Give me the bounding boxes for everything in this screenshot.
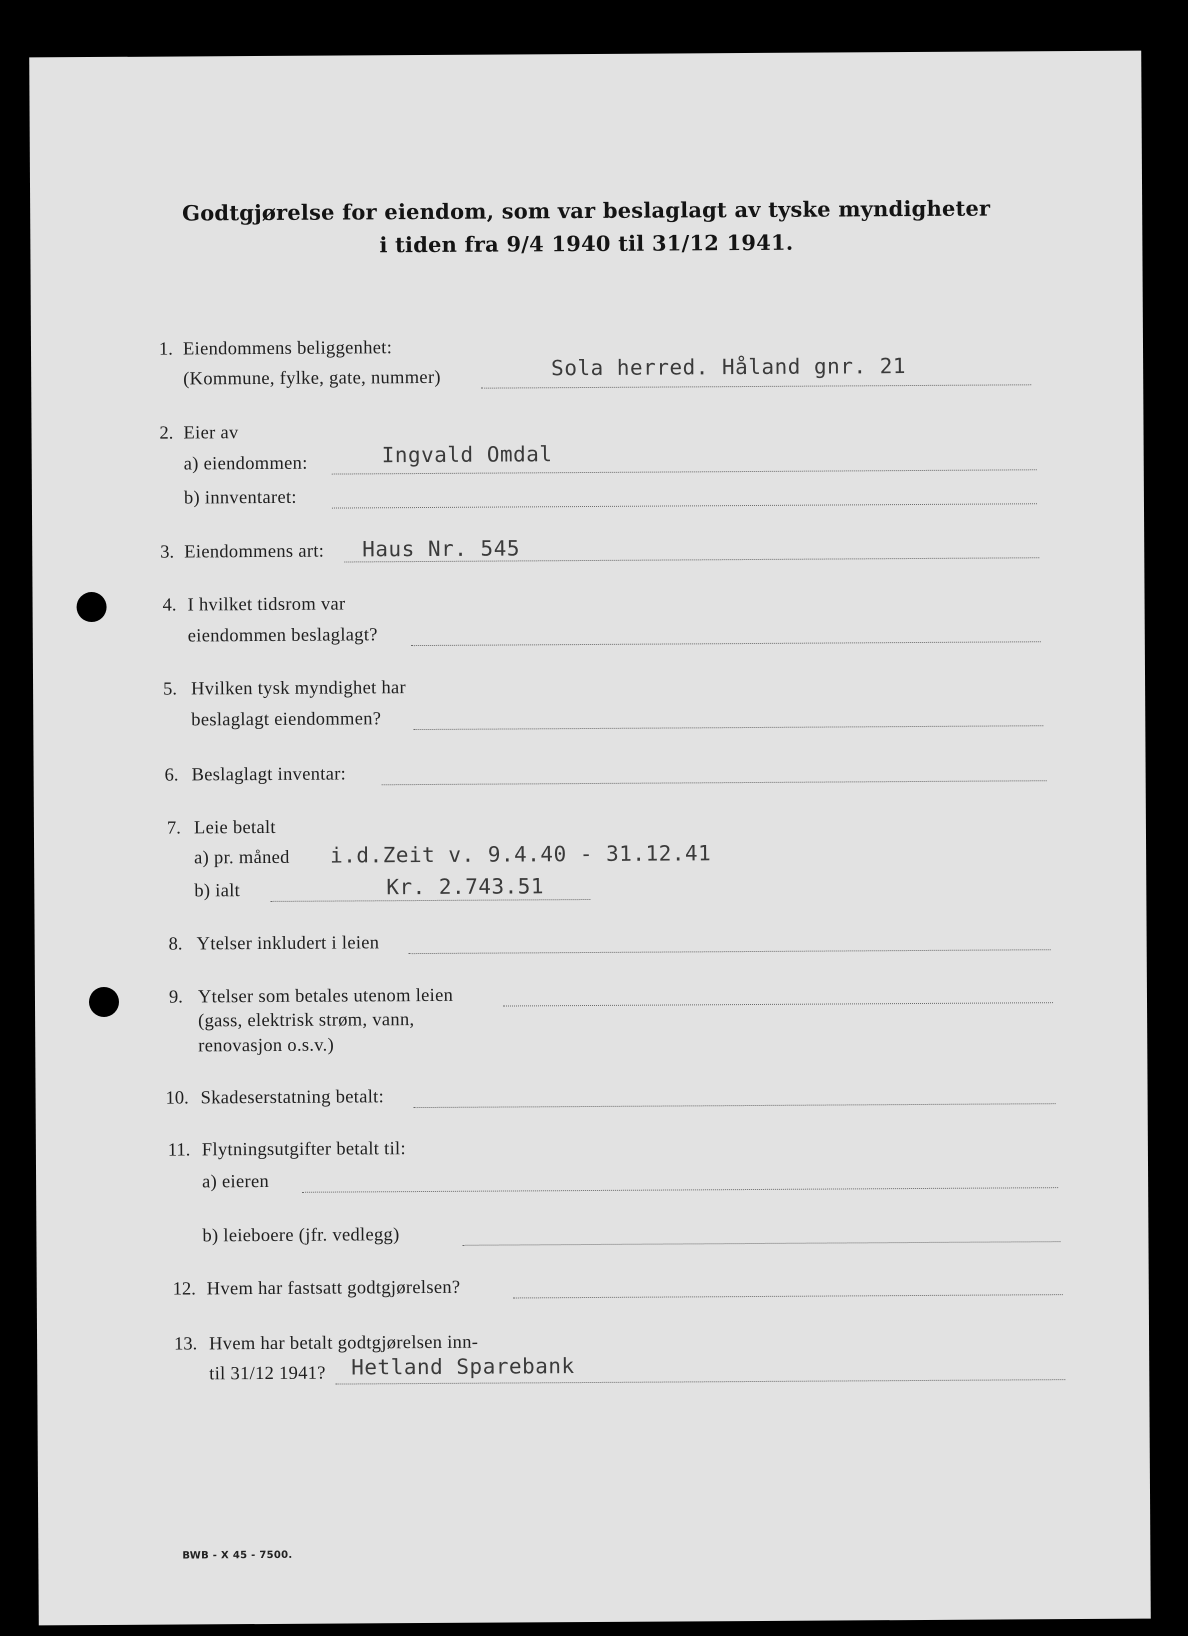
item-2a-answer: Ingvald Omdal — [381, 442, 553, 468]
item-4-sublabel: eiendommen beslaglagt? — [187, 625, 378, 647]
item-8-answer-line — [409, 949, 1051, 954]
form-title-line-1: Godtgjørelse for eiendom, som var beslaglagt av tyske myndigheter — [181, 195, 991, 226]
item-13-answer-line — [335, 1379, 1065, 1384]
item-9-answer-line — [503, 1002, 1053, 1006]
item-13-number: 13. — [174, 1334, 198, 1355]
item-1-number: 1. — [158, 339, 173, 360]
item-2a-label: a) eiendommen: — [183, 453, 308, 475]
item-11-label: Flytningsutgifter betalt til: — [201, 1139, 406, 1161]
item-7a-answer: i.d.Zeit v. 9.4.40 - 31.12.41 — [330, 841, 712, 868]
item-7-label: Leie betalt — [193, 817, 276, 839]
item-8-label: Ytelser inkludert i leien — [196, 933, 380, 955]
item-13-sublabel: til 31/12 1941? — [209, 1363, 326, 1385]
item-5-number: 5. — [163, 679, 178, 700]
item-5-answer-line — [413, 725, 1043, 730]
item-2b-answer-line — [332, 503, 1037, 508]
item-13-label: Hvem har betalt godtgjørelsen inn- — [209, 1332, 479, 1355]
item-12-number: 12. — [172, 1279, 196, 1300]
item-5-label: Hvilken tysk myndighet har — [191, 678, 407, 700]
item-11-number: 11. — [167, 1140, 191, 1161]
punch-hole-upper — [76, 592, 106, 622]
item-3-answer: Haus Nr. 545 — [362, 536, 521, 562]
form-page — [29, 51, 1151, 1626]
item-7b-answer: Kr. 2.743.51 — [386, 874, 545, 900]
item-5-sublabel: beslaglagt eiendommen? — [191, 709, 382, 731]
item-2a-answer-line — [332, 469, 1037, 474]
item-4-answer-line — [411, 641, 1041, 646]
punch-hole-lower — [89, 987, 119, 1017]
item-4-label: I hvilket tidsrom var — [187, 594, 346, 616]
item-12-answer-line — [513, 1294, 1063, 1298]
item-1-answer-line — [481, 384, 1031, 388]
item-10-answer-line — [414, 1103, 1056, 1108]
item-11a-label: a) eieren — [202, 1171, 270, 1193]
item-1-sublabel: (Kommune, fylke, gate, nummer) — [183, 367, 441, 390]
item-9-sublabel-1: (gass, elektrisk strøm, vann, — [198, 1010, 415, 1032]
item-9-number: 9. — [168, 987, 183, 1008]
item-10-label: Skadeserstatning betalt: — [200, 1087, 385, 1109]
item-12-label: Hvem har fastsatt godtgjørelsen? — [206, 1277, 461, 1300]
item-3-label: Eiendommens art: — [184, 541, 325, 563]
form-title-line-2: i tiden fra 9/4 1940 til 31/12 1941. — [379, 229, 794, 258]
item-7b-answer-line — [270, 899, 590, 902]
item-9-label: Ytelser som betales utenom leien — [197, 985, 454, 1008]
item-8-number: 8. — [168, 934, 183, 955]
item-11b-label: b) leieboere (jfr. vedlegg) — [202, 1225, 400, 1247]
item-10-number: 10. — [165, 1088, 189, 1109]
item-11a-answer-line — [302, 1187, 1058, 1193]
item-3-number: 3. — [160, 542, 175, 563]
item-7-number: 7. — [166, 818, 181, 839]
item-1-answer: Sola herred. Håland gnr. 21 — [551, 354, 907, 381]
item-2-label: Eier av — [183, 423, 239, 444]
item-6-answer-line — [382, 780, 1047, 785]
item-6-label: Beslaglagt inventar: — [191, 764, 347, 786]
item-7a-label: a) pr. måned — [194, 847, 290, 869]
item-2-number: 2. — [159, 423, 174, 444]
item-9-sublabel-2: renovasjon o.s.v.) — [198, 1035, 335, 1057]
item-4-number: 4. — [162, 595, 177, 616]
item-1-label: Eiendommens beliggenhet: — [182, 338, 393, 360]
print-code-footer: BWB - X 45 - 7500. — [182, 1549, 293, 1562]
item-7b-label: b) ialt — [194, 881, 241, 902]
item-6-number: 6. — [164, 765, 179, 786]
item-13-answer: Hetland Sparebank — [351, 1354, 575, 1380]
item-11b-answer-line — [462, 1241, 1060, 1246]
item-2b-label: b) innventaret: — [183, 487, 297, 509]
